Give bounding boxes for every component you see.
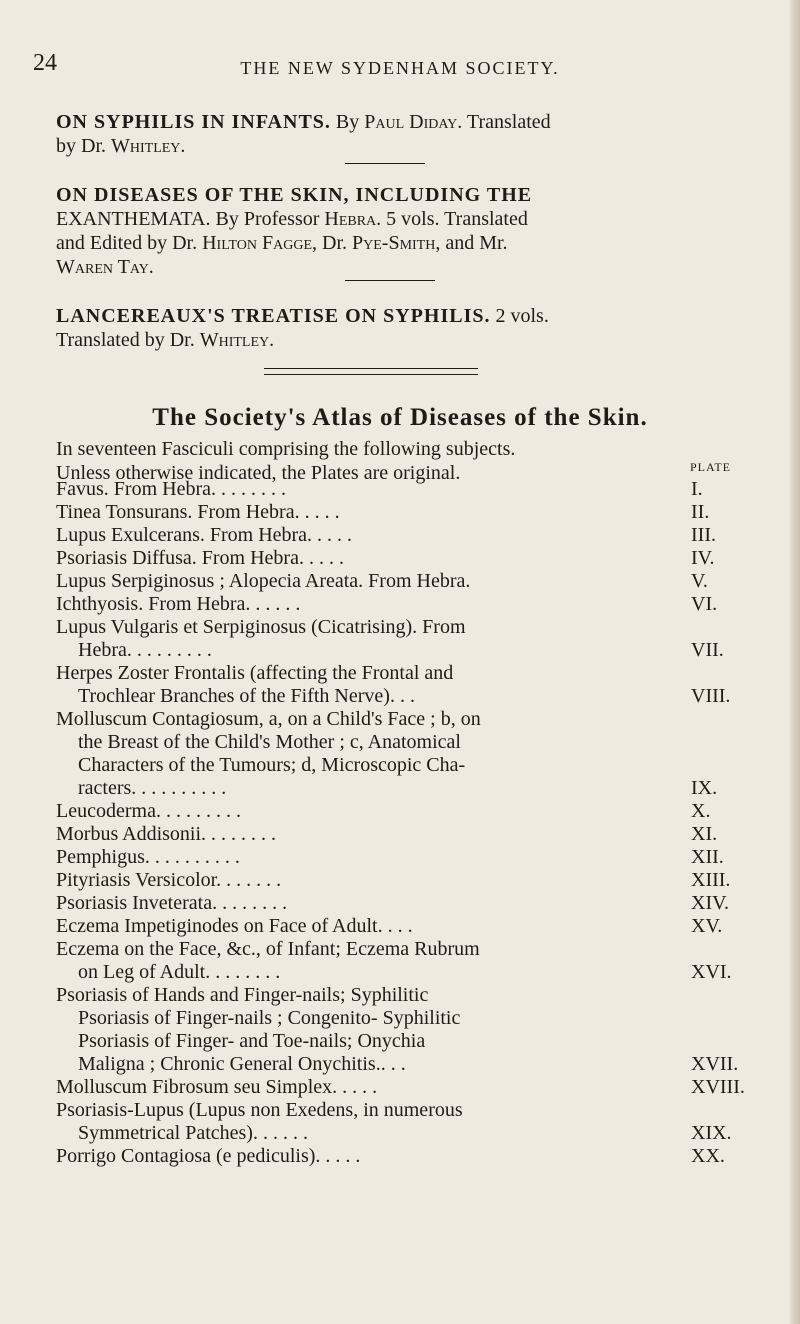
- plate-subject-line: Symmetrical Patches). . . . . .: [78, 1122, 308, 1144]
- plate-subject-line: Psoriasis Inveterata. . . . . . . .: [56, 892, 288, 914]
- atlas-intro-line-2: Unless otherwise indicated, the Plates are original.: [56, 462, 461, 484]
- plate-number: XX.: [691, 1145, 725, 1167]
- entry-title: ON DISEASES OF THE SKIN, INCLUDING THE: [56, 184, 533, 206]
- plate-row: [56, 547, 766, 570]
- plate-row: [56, 1099, 766, 1145]
- plate-subject-line: Eczema Impetiginodes on Face of Adult. . . .: [56, 915, 413, 937]
- plate-subject-line: Leucoderma. . . . . . . . .: [56, 800, 241, 822]
- plate-subject-line: Pityriasis Versicolor. . . . . . .: [56, 869, 282, 891]
- plate-subject-line: Tinea Tonsurans. From Hebra. . . . .: [56, 501, 340, 523]
- plate-number: XII.: [691, 846, 724, 868]
- plate-subject-line: Herpes Zoster Frontalis (affecting the Frontal and: [56, 662, 454, 684]
- page-edge-shadow: [790, 0, 800, 1324]
- plate-row: [56, 823, 766, 846]
- plate-subject-line: Molluscum Fibrosum seu Simplex. . . . .: [56, 1076, 378, 1098]
- plate-subject-line: on Leg of Adult. . . . . . . .: [78, 961, 281, 983]
- entry-syphilis-in-infants: ON SYPHILIS IN INFANTS. By Paul Diday. Translated by Dr. Whitley.: [56, 111, 551, 157]
- plate-number: IV.: [691, 547, 715, 569]
- plate-subject-line: Lupus Vulgaris et Serpiginosus (Cicatrising). From: [56, 616, 466, 638]
- plate-subject-line: Psoriasis Diffusa. From Hebra. . . . .: [56, 547, 344, 569]
- plate-row: [56, 915, 766, 938]
- plate-subject-line: Lupus Exulcerans. From Hebra. . . . .: [56, 524, 353, 546]
- plate-subject-line: Psoriasis of Hands and Finger-nails; Syphilitic: [56, 984, 429, 1006]
- plate-number: V.: [691, 570, 708, 592]
- plate-subject-line: Eczema on the Face, &c., of Infant; Eczema Rubrum: [56, 938, 480, 960]
- entry-title: LANCEREAUX'S TREATISE ON SYPHILIS.: [56, 305, 491, 327]
- plate-row: [56, 570, 766, 593]
- plate-subject-line: Favus. From Hebra. . . . . . . .: [56, 478, 286, 500]
- plate-number: IX.: [691, 777, 718, 799]
- plate-subject-line: Morbus Addisonii. . . . . . . .: [56, 823, 277, 845]
- plate-row: [56, 616, 766, 662]
- entry-diseases-of-the-skin: ON DISEASES OF THE SKIN, INCLUDING THE EXANTHEMATA. By Professor Hebra. 5 vols. Translated and Edited by Dr. Hilton Fagge, Dr. Pye-Smith, and Mr. Waren Tay.: [56, 183, 756, 279]
- plate-number: VIII.: [691, 685, 731, 707]
- running-head: THE NEW SYDENHAM SOCIETY.: [240, 58, 560, 78]
- plate-row: [56, 1145, 766, 1168]
- plate-subject-line: Pemphigus. . . . . . . . . .: [56, 846, 240, 868]
- plate-row: [56, 892, 766, 915]
- plate-subject-line: the Breast of the Child's Mother ; c, Anatomical: [78, 731, 461, 753]
- plate-number: XIII.: [691, 869, 731, 891]
- plate-subject-line: Porrigo Contagiosa (e pediculis). . . . .: [56, 1145, 361, 1167]
- plate-row: [56, 501, 766, 524]
- plate-number: VI.: [691, 593, 718, 615]
- plate-subject-line: Maligna ; Chronic General Onychitis.. . .: [78, 1053, 406, 1075]
- plate-number: X.: [691, 800, 711, 822]
- translator-name: Whitley: [111, 135, 181, 157]
- plate-row: [56, 984, 766, 1076]
- author-name: Paul Diday: [364, 111, 458, 133]
- plate-number: XIX.: [691, 1122, 732, 1144]
- plate-number: VII.: [691, 639, 724, 661]
- section-double-rule: [264, 368, 478, 375]
- plate-number: XVIII.: [691, 1076, 745, 1098]
- plate-row: [56, 800, 766, 823]
- plate-row: [56, 938, 766, 984]
- plate-row: [56, 1076, 766, 1099]
- separator-rule: [345, 163, 425, 164]
- plate-row: [56, 524, 766, 547]
- plate-row: [56, 662, 766, 708]
- plate-subject-line: racters. . . . . . . . . .: [78, 777, 227, 799]
- plate-number: XIV.: [691, 892, 729, 914]
- plate-row: [56, 708, 766, 800]
- atlas-intro-line-1: In seventeen Fasciculi comprising the following subjects.: [56, 438, 516, 460]
- plate-subject-line: Psoriasis of Finger- and Toe-nails; Onychia: [78, 1030, 426, 1052]
- plate-number: I.: [691, 478, 703, 500]
- plate-number: II.: [691, 501, 710, 523]
- author-name: Hebra: [324, 208, 377, 230]
- plate-row: [56, 869, 766, 892]
- separator-rule: [345, 280, 435, 281]
- plate-number: XI.: [691, 823, 718, 845]
- page-number: 24: [33, 50, 57, 76]
- plate-subject-line: Characters of the Tumours; d, Microscopic Cha-: [78, 754, 466, 776]
- entry-lancereaux-treatise: LANCEREAUX'S TREATISE ON SYPHILIS. 2 vols. Translated by Dr. Whitley.: [56, 305, 549, 351]
- plate-number: XV.: [691, 915, 723, 937]
- plate-number: XVI.: [691, 961, 732, 983]
- plate-row: [56, 846, 766, 869]
- plate-subject-line: Ichthyosis. From Hebra. . . . . .: [56, 593, 301, 615]
- plate-number: III.: [691, 524, 716, 546]
- plate-column-header: PLATE: [690, 460, 731, 474]
- atlas-heading: The Society's Atlas of Diseases of the Skin.: [152, 404, 648, 431]
- plate-subject-line: Molluscum Contagiosum, a, on a Child's Face ; b, on: [56, 708, 481, 730]
- plate-row: [56, 478, 766, 501]
- plate-row: [56, 593, 766, 616]
- plate-subject-line: Psoriasis-Lupus (Lupus non Exedens, in numerous: [56, 1099, 463, 1121]
- entry-title: ON SYPHILIS IN INFANTS.: [56, 111, 331, 133]
- plate-subject-line: Hebra. . . . . . . . .: [78, 639, 212, 661]
- translator-name: Whitley: [199, 329, 270, 351]
- plate-subject-line: Psoriasis of Finger-nails ; Congenito- Syphilitic: [78, 1007, 461, 1029]
- plate-subject-line: Lupus Serpiginosus ; Alopecia Areata. From Hebra.: [56, 570, 471, 592]
- plate-subject-line: Trochlear Branches of the Fifth Nerve). . .: [78, 685, 415, 707]
- plate-number: XVII.: [691, 1053, 739, 1075]
